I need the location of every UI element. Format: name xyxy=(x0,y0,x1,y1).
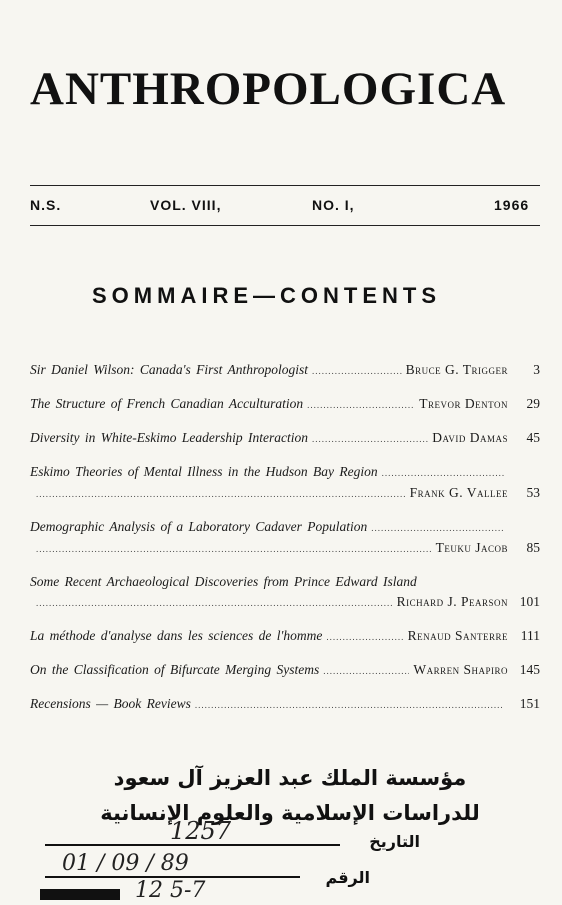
toc-page: 3 xyxy=(533,362,540,377)
leader-dots xyxy=(326,627,403,647)
table-of-contents xyxy=(30,360,540,728)
stamp-number: 1257 xyxy=(170,817,232,845)
toc-title: Diversity in White-Eskimo Leadership Interaction xyxy=(30,430,308,445)
leader-dots xyxy=(312,361,402,381)
toc-title: Sir Daniel Wilson: Canada's First Anthropologist xyxy=(30,362,309,377)
leader-dots xyxy=(36,539,432,559)
leader-dots xyxy=(312,429,428,449)
toc-entry xyxy=(30,572,540,613)
toc-author: Trevor Denton xyxy=(419,396,508,411)
toc-entry xyxy=(30,694,540,715)
toc-title: The Structure of French Canadian Acculturation xyxy=(30,396,304,411)
toc-page: 29 xyxy=(526,396,540,411)
leader-dots xyxy=(36,593,393,613)
toc-title: Eskimo Theories of Mental Illness in the Hudson Bay Region xyxy=(30,464,378,479)
toc-author: Warren Shapiro xyxy=(413,662,508,677)
issue-volume: VOL. VIII, xyxy=(150,197,222,213)
contents-heading: SOMMAIRE—CONTENTS xyxy=(92,283,441,308)
stamp-handwritten: 12 5-7 xyxy=(135,878,206,900)
toc-page: 145 xyxy=(519,662,540,677)
toc-entry xyxy=(30,517,540,559)
toc-title: La méthode d'analyse dans les sciences de l'homme xyxy=(30,628,323,643)
stamp-graphic xyxy=(40,765,560,900)
toc-page: 85 xyxy=(526,540,540,555)
toc-page: 151 xyxy=(519,696,540,711)
toc-title: Demographic Analysis of a Laboratory Cadaver Population xyxy=(30,519,368,534)
leader-dots xyxy=(36,484,406,504)
top-rule xyxy=(30,185,540,186)
stamp-line-1: مؤسسة الملك عبد العزيز آل سعود xyxy=(113,766,467,790)
toc-author: Bruce G. Trigger xyxy=(405,362,508,377)
stamp-label-date: التاريخ xyxy=(369,832,420,851)
leader-dots xyxy=(382,463,504,483)
stamp-date: 01 / 09 / 89 xyxy=(62,851,189,876)
leader-dots xyxy=(323,661,409,681)
toc-entry xyxy=(30,626,540,647)
journal-title: ANTHROPOLOGICA xyxy=(30,63,507,115)
toc-entry xyxy=(30,360,540,381)
leader-dots xyxy=(371,518,504,538)
issue-number: NO. I, xyxy=(312,197,355,213)
toc-entry xyxy=(30,394,540,415)
toc-title: Some Recent Archaeological Discoveries from Prince Edward Island xyxy=(30,574,417,589)
toc-entry xyxy=(30,428,540,449)
stamp-line-2: للدراسات الإسلامية والعلوم الإنسانية xyxy=(100,801,480,825)
issue-year: 1966 xyxy=(494,197,530,213)
leader-dots xyxy=(307,395,415,415)
toc-page: 45 xyxy=(526,430,540,445)
stamp-label-no: الرقم xyxy=(325,868,370,887)
toc-author: Richard J. Pearson xyxy=(396,594,508,609)
toc-author: Teuku Jacob xyxy=(435,540,508,555)
toc-title: On the Classification of Bifurcate Merging Systems xyxy=(30,662,320,677)
toc-title: Recensions — Book Reviews xyxy=(30,696,191,711)
toc-author: Frank G. Vallee xyxy=(409,485,508,500)
toc-page: 111 xyxy=(520,628,540,643)
library-stamp xyxy=(40,765,560,900)
toc-page: 101 xyxy=(519,594,540,609)
leader-dots xyxy=(195,695,504,715)
issue-series: N.S. xyxy=(30,197,62,213)
toc-entry xyxy=(30,660,540,681)
toc-author: Renaud Santerre xyxy=(407,628,508,643)
toc-author: David Damas xyxy=(432,430,508,445)
toc-page: 53 xyxy=(526,485,540,500)
bottom-rule xyxy=(30,225,540,226)
toc-entry xyxy=(30,462,540,504)
